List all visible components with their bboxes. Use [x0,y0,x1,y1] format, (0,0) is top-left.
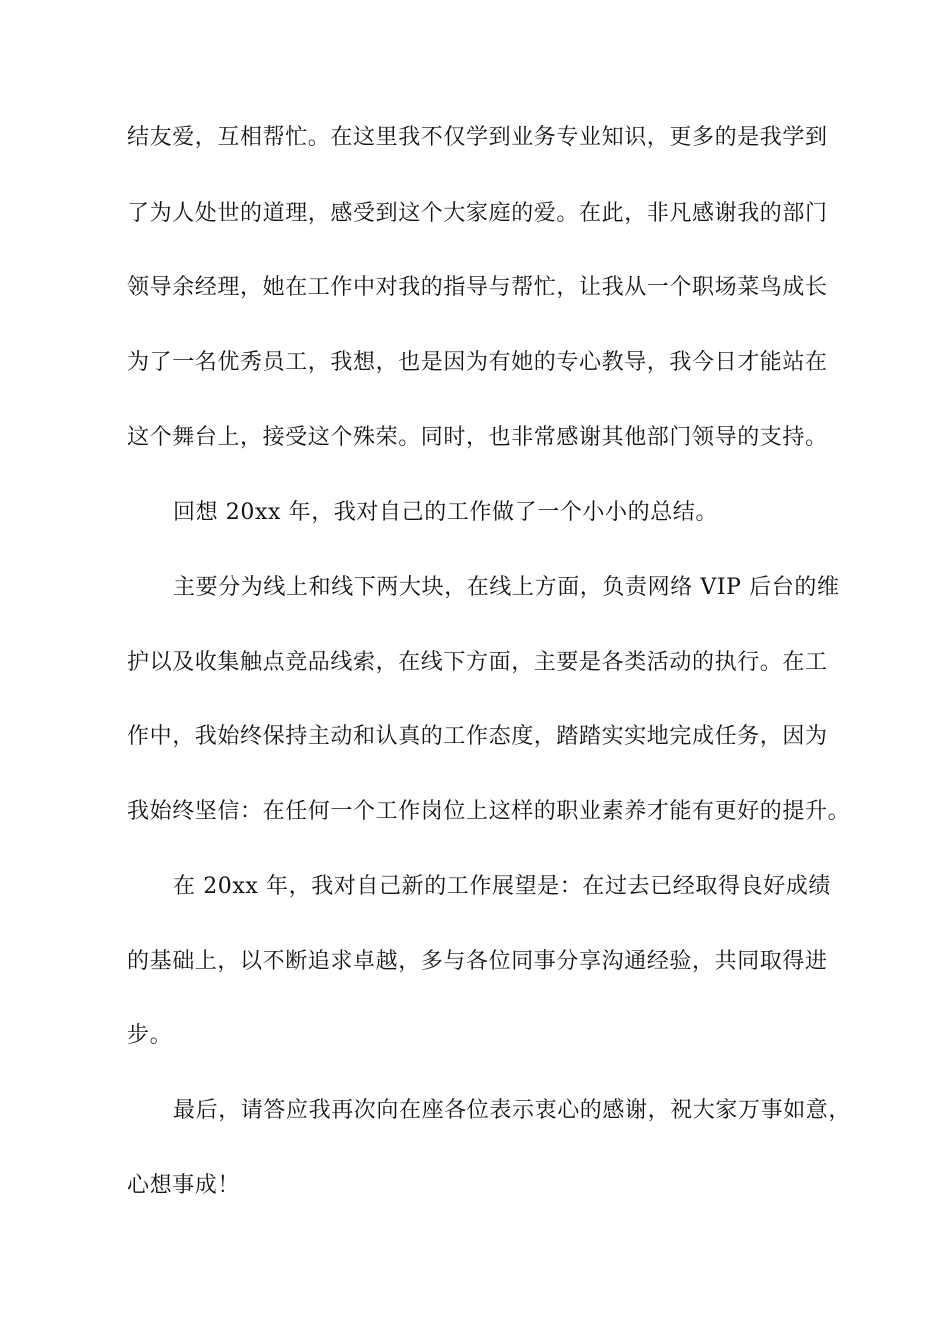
text-line: 领导余经理，她在工作中对我的指导与帮忙，让我从一个职场菜鸟成长 [127,275,828,300]
text-line: 结友爱，互相帮忙。在这里我不仅学到业务专业知识，更多的是我学到 [127,125,828,150]
text-line: 护以及收集触点竞品线索，在线下方面，主要是各类活动的执行。在工 [127,650,828,675]
text-line: 心想事成！ [127,1173,241,1198]
text-line: 作中，我始终保持主动和认真的工作态度，踏踏实实地完成任务，因为 [127,724,828,749]
text-line: 这个舞台上，接受这个殊荣。同时，也非常感谢其他部门领导的支持。 [127,425,828,450]
paragraph-first-line: 最后，请答应我再次向在座各位表示衷心的感谢，祝大家万事如意， [173,1098,852,1123]
paragraph-first-line: 回想 20xx 年，我对自己的工作做了一个小小的总结。 [173,500,718,525]
paragraph-first-line: 主要分为线上和线下两大块，在线上方面，负责网络 VIP 后台的维 [173,575,840,600]
text-line: 我始终坚信：在任何一个工作岗位上这样的职业素养才能有更好的提升。 [127,799,851,824]
text-line: 步。 [127,1023,173,1048]
paragraph-first-line: 在 20xx 年，我对自己新的工作展望是：在过去已经取得良好成绩 [173,874,831,899]
text-line: 的基础上，以不断追求卓越，多与各位同事分享沟通经验，共同取得进 [127,949,828,974]
text-line: 为了一名优秀员工，我想，也是因为有她的专心教导，我今日才能站在 [127,350,828,375]
text-line: 了为人处世的道理，感受到这个大家庭的爱。在此，非凡感谢我的部门 [127,201,828,226]
